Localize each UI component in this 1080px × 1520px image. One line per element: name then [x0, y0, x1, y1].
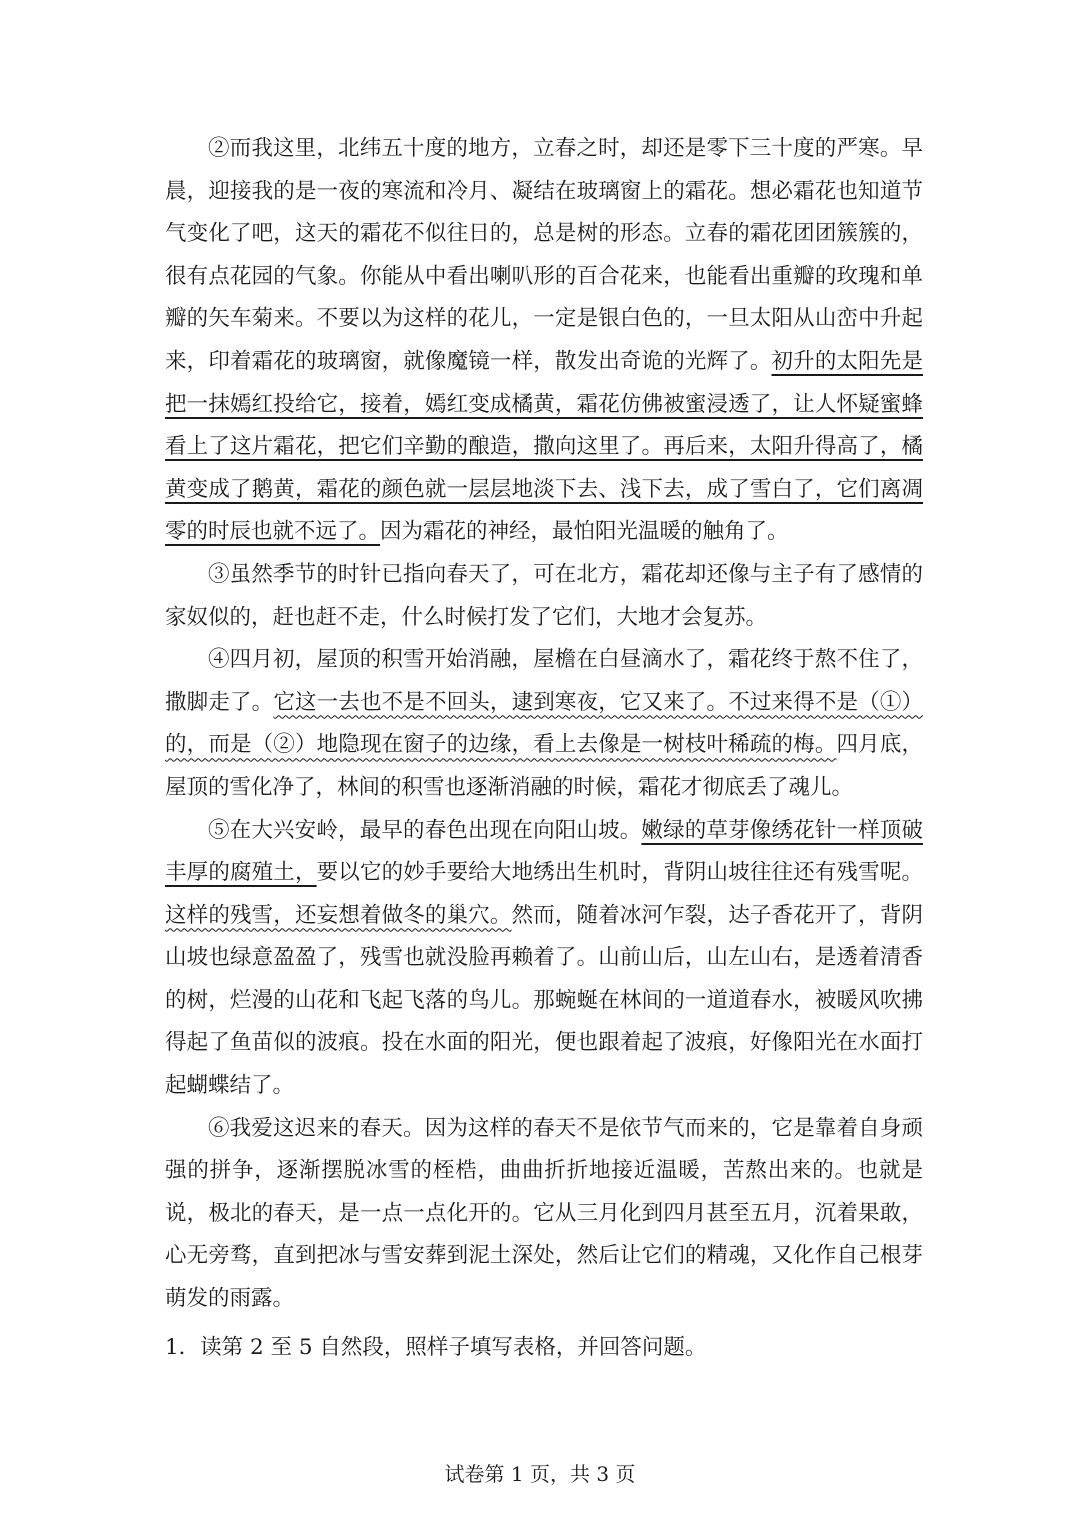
paragraph-5-text-a: ⑤在大兴安岭，最早的春色出现在向阳山坡。 — [208, 817, 642, 843]
paragraph-2-text-b: 因为霜花的神经，最怕阳光温暖的触角了。 — [380, 519, 789, 545]
paragraph-3: ③虽然季节的时针已指向春天了，可在北方，霜花却还像与主子有了感情的家奴似的，赶也赶不走，什么时候打发了它们，大地才会复苏。 — [165, 561, 923, 630]
paragraph-4 — [165, 639, 923, 809]
reading-passage — [165, 128, 923, 1369]
paragraph-2-underlined-text: 初升的太阳先是把一抹嫣红投给它，接着，嫣红变成橘黄，霜花仿佛被蜜浸透了，让人怀疑蜜蜂看上了这片霜花，把它们辛勤的酿造，撒向这里了。再后来，太阳升得高了，橘黄变成了鹅黄，霜花的颜色就一层层地淡下去、浅下去，成了雪白了，它们离凋零的时辰也就不远了。 — [165, 348, 923, 545]
paragraph-4-wavy-underlined-text: 它这一去也不是不回头，逮到寒夜，它又来了。不过来得不是（①）的，而是（②）地隐现在窗子的边缘，看上去像是一树枝叶稀疏的梅。 — [165, 689, 923, 758]
paragraph-2 — [165, 128, 923, 554]
paragraph-5-wavy-underlined-text: 这样的残雪，还妄想着做冬的巢穴。 — [165, 902, 512, 928]
paragraph-4-text-a: ④四月初，屋顶的积雪开始消融，屋檐在白昼滴水了，霜花终于熬不住了，撒脚走了。 — [165, 647, 923, 715]
paragraph-4-text-b: 四月底，屋顶的雪化净了，林间的积雪也逐渐消融的时候，霜花才彻底丢了魂儿。 — [165, 732, 923, 800]
paragraph-2-text-a: ②而我这里，北纬五十度的地方，立春之时，却还是零下三十度的严寒。早晨，迎接我的是一夜的寒流和冷月、凝结在玻璃窗上的霜花。想必霜花也知道节气变化了吧，这天的霜花不似往日的，总是树的形态。立春的霜花团团簇簇的，很有点花园的气象。你能从中看出喇叭形的百合花来，也能看出重瓣的玫瑰和单瓣的矢车菊来。不要以为这样的花儿，一定是银白色的，一旦太阳从山峦中升起来，印着霜花的玻璃窗，就像魔镜一样，散发出奇诡的光辉了。 — [165, 136, 923, 374]
paragraph-5-underlined-text: 嫩绿的草芽像绣花针一样顶破丰厚的腐殖土， — [165, 817, 923, 886]
question-1: 1．读第 2 至 5 自然段，照样子填写表格，并回答问题。 — [165, 1334, 707, 1360]
paragraph-6: ⑥我爱这迟来的春天。因为这样的春天不是依节气而来的，它是靠着自身顽强的拼争，逐渐摆脱冰雪的桎梏，曲曲折折地接近温暖，苦熬出来的。也就是说，极北的春天，是一点一点化开的。它从三月化到四月甚至五月，沉着果敢，心无旁骛，直到把冰与雪安葬到泥土深处，然后让它们的精魂，又化作自己根芽萌发的雨露。 — [165, 1115, 923, 1312]
paragraph-5 — [165, 810, 923, 1108]
paragraph-5-text-c: 然而，随着冰河乍裂，达子香花开了，背阴山坡也绿意盈盈了，残雪也就没脸再赖着了。山前山后，山左山右，是透着清香的树，烂漫的山花和飞起飞落的鸟儿。那蜿蜒在林间的一道道春水，被暖风吹拂得起了鱼苗似的波痕。投在水面的阳光，便也跟着起了波痕，好像阳光在水面打起蝴蝶结了。 — [165, 902, 923, 1099]
page-footer: 试卷第 1 页，共 3 页 — [444, 1462, 636, 1486]
paragraph-5-text-b: 要以它的妙手要给大地绣出生机时，背阴山坡往往还有残雪呢。 — [316, 860, 923, 886]
